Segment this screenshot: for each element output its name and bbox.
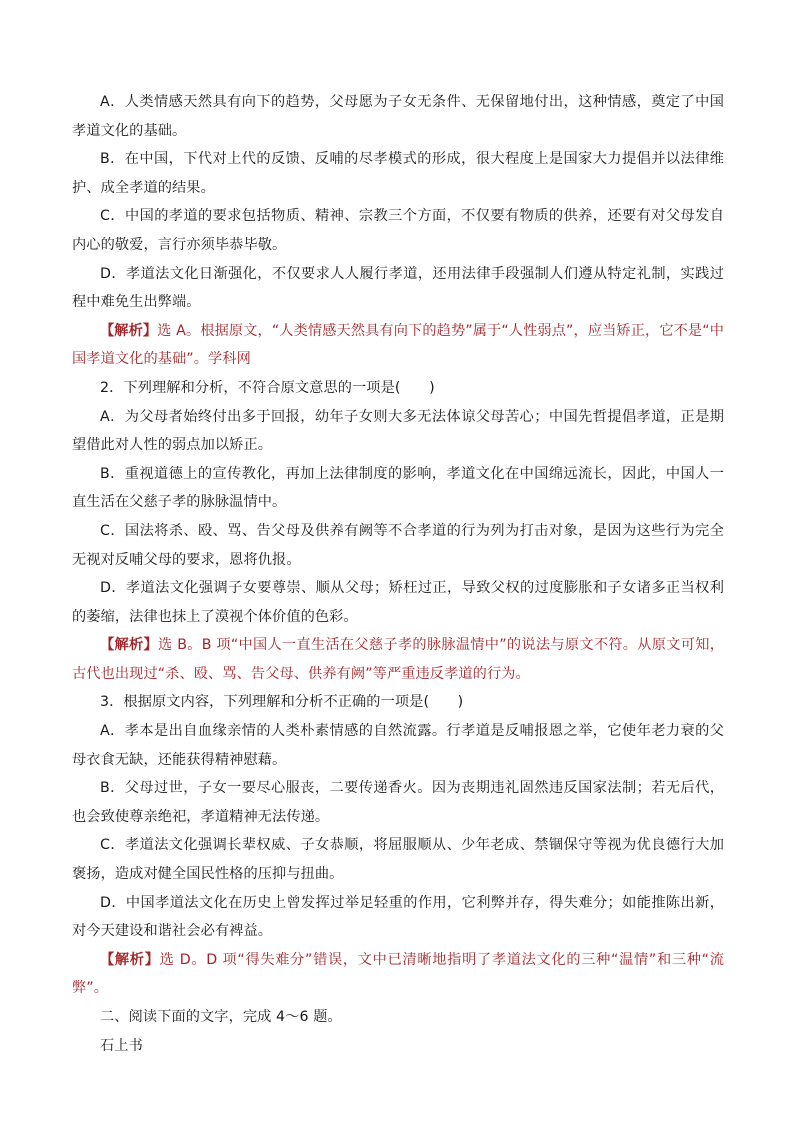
option-paragraph: A．为父母者始终付出多于回报，幼年子女则大多无法体谅父母苦心；中国先哲提倡孝道，正是期望借此对人性的弱点加以矫正。 [72, 408, 724, 454]
section-heading: 二、阅读下面的文字，完成 4～6 题。 [100, 1009, 342, 1025]
option-paragraph: C．中国的孝道的要求包括物质、精神、宗教三个方面，不仅要有物质的供养，还要有对父母发自内心的敬爱，言行亦须毕恭毕敬。 [72, 208, 724, 253]
option-paragraph: A．孝本是出自血缘亲情的人类朴素情感的自然流露。行孝道是反哺报恩之举，它使年老力衰的父母衣食无缺，还能获得精神慰藉。 [72, 723, 724, 768]
question-paragraph: 3．根据原文内容，下列理解和分析不正确的一项是( ) [100, 694, 464, 711]
option-paragraph: B．重视道德上的宣传教化，再加上法律制度的影响，孝道文化在中国绵远流长，因此，中国人一直生活在父慈子孝的脉脉温情中。 [72, 465, 724, 511]
passage-title: 石上书 [100, 1037, 143, 1054]
analysis-text: 选 B。B 项“中国人一直生活在父慈子孝的脉脉温情中”的说法与原文不符。从原文可知，古代也出现过“杀、殴、骂、告父母、供养有阙”等严重违反孝道的行为。 [72, 637, 725, 682]
option-paragraph: B．父母过世，子女一要尽心服丧，二要传递香火。因为丧期违礼固然违反国家法制；若无后代，也会致使尊亲绝祀，孝道精神无法传递。 [72, 780, 724, 825]
analysis-tag: 【解析】 [100, 637, 158, 654]
option-paragraph: A．人类情感天然具有向下的趋势，父母愿为子女无条件、无保留地付出，这种情感，奠定了中国孝道文化的基础。 [72, 94, 724, 139]
analysis-text: 选 D。D 项“得失难分”错误，文中已清晰地指明了孝道法文化的三种“温情”和三种“流弊”。 [72, 951, 724, 997]
option-paragraph: D．孝道法文化强调子女要尊崇、顺从父母；矫枉过正，导致父权的过度膨胀和子女诸多正当权利的萎缩，法律也抹上了漠视个体价值的色彩。 [72, 580, 724, 625]
analysis-paragraph [72, 317, 724, 374]
option-paragraph: B．在中国，下代对上代的反馈、反哺的尽孝模式的形成，很大程度上是国家大力提倡并以法律维护、成全孝道的结果。 [72, 151, 724, 196]
analysis-paragraph [72, 631, 724, 688]
question-paragraph: 2．下列理解和分析，不符合原文意思的一项是( ) [100, 379, 435, 396]
analysis-text: 选 A。根据原文，“人类情感天然具有向下的趋势”属于“人性弱点”，应当矫正，它不是“中国孝道文化的基础”。学科网 [72, 322, 724, 368]
analysis-tag: 【解析】 [100, 322, 158, 339]
option-paragraph: C．国法将杀、殴、骂、告父母及供养有阙等不合孝道的行为列为打击对象，是因为这些行为完全无视对反哺父母的要求，恩将仇报。 [72, 522, 724, 568]
option-paragraph: D．孝道法文化日渐强化，不仅要求人人履行孝道，还用法律手段强制人们遵从特定礼制，实践过程中难免生出弊端。 [72, 265, 724, 311]
document-body [72, 88, 724, 1060]
option-paragraph: C．孝道法文化强调长辈权威、子女恭顺，将屈服顺从、少年老成、禁锢保守等视为优良德行大加褒扬，造成对健全国民性格的压抑与扭曲。 [72, 837, 724, 883]
option-paragraph: D．中国孝道法文化在历史上曾发挥过举足轻重的作用，它利弊并存，得失难分；如能推陈出新，对今天建设和谐社会必有裨益。 [72, 894, 724, 940]
analysis-paragraph [72, 946, 724, 1003]
analysis-tag: 【解析】 [100, 951, 160, 968]
